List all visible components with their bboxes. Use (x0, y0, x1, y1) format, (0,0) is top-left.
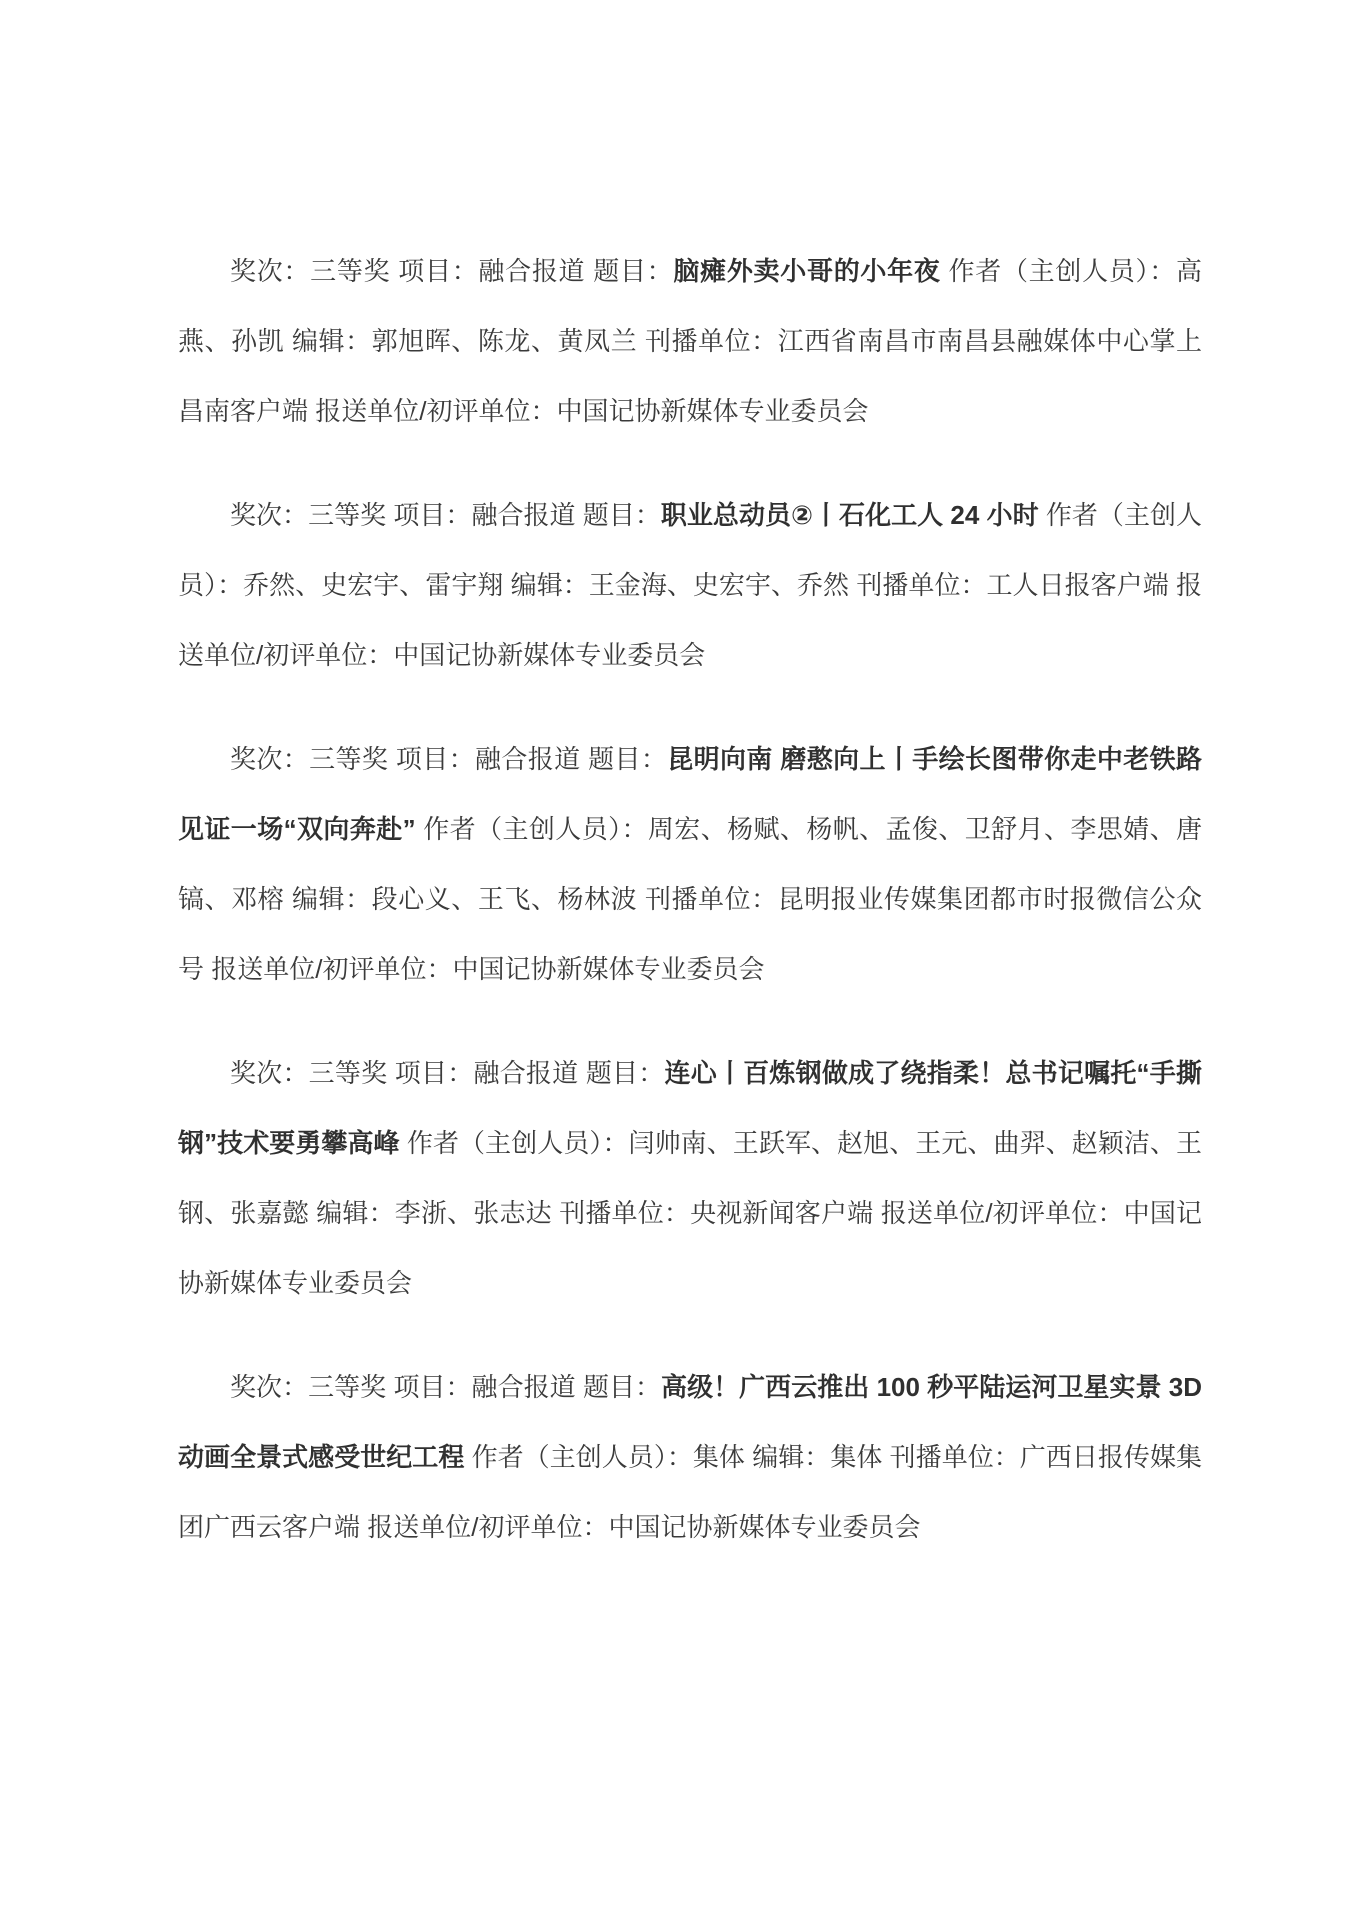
award-title: 高级！广西云推出 100 秒平陆运河卫星实景 3D 动画全景式感受世纪工程 (178, 1372, 1202, 1472)
award-fields: 作者（主创人员）：闫帅南、王跃军、赵旭、王元、曲羿、赵颖洁、王钢、张嘉懿 编辑：李浙、张志达 刊播单位：央视新闻客户端 报送单位/初评单位：中国记协新媒体专业委员会 (178, 1128, 1202, 1298)
award-title: 脑瘫外卖小哥的小年夜 (673, 256, 941, 286)
document-body (178, 236, 1202, 1562)
award-fields: 作者（主创人员）：高燕、孙凯 编辑：郭旭晖、陈龙、黄凤兰 刊播单位：江西省南昌市南昌县融媒体中心掌上昌南客户端 报送单位/初评单位：中国记协新媒体专业委员会 (178, 256, 1202, 426)
award-fields: 作者（主创人员）：周宏、杨赋、杨帆、孟俊、卫舒月、李思婧、唐镐、邓榕 编辑：段心义、王飞、杨林波 刊播单位：昆明报业传媒集团都市时报微信公众号 报送单位/初评单位：中国记协新媒体专业委员会 (178, 814, 1202, 984)
award-entry-3 (178, 724, 1202, 1004)
award-fields: 作者（主创人员）：乔然、史宏宇、雷宇翔 编辑：王金海、史宏宇、乔然 刊播单位：工人日报客户端 报送单位/初评单位：中国记协新媒体专业委员会 (178, 500, 1202, 670)
award-entry-2 (178, 480, 1202, 690)
award-fields: 奖次：三等奖 项目：融合报道 题目： (230, 744, 668, 774)
award-entry-4 (178, 1038, 1202, 1318)
award-entry-5 (178, 1352, 1202, 1562)
award-entry-1 (178, 236, 1202, 446)
award-title: 职业总动员②丨石化工人 24 小时 (660, 500, 1039, 530)
award-title: 昆明向南 磨憨向上丨手绘长图带你走中老铁路 见证一场“双向奔赴” (178, 744, 1202, 844)
award-fields: 奖次：三等奖 项目：融合报道 题目： (230, 1372, 662, 1402)
award-title: 连心丨百炼钢做成了绕指柔！总书记嘱托“手撕钢”技术要勇攀高峰 (178, 1058, 1202, 1158)
award-fields: 奖次：三等奖 项目：融合报道 题目： (230, 256, 674, 286)
award-fields: 奖次：三等奖 项目：融合报道 题目： (230, 500, 661, 530)
award-fields: 奖次：三等奖 项目：融合报道 题目： (230, 1058, 665, 1088)
award-fields: 作者（主创人员）：集体 编辑：集体 刊播单位：广西日报传媒集团广西云客户端 报送单位/初评单位：中国记协新媒体专业委员会 (178, 1442, 1202, 1542)
